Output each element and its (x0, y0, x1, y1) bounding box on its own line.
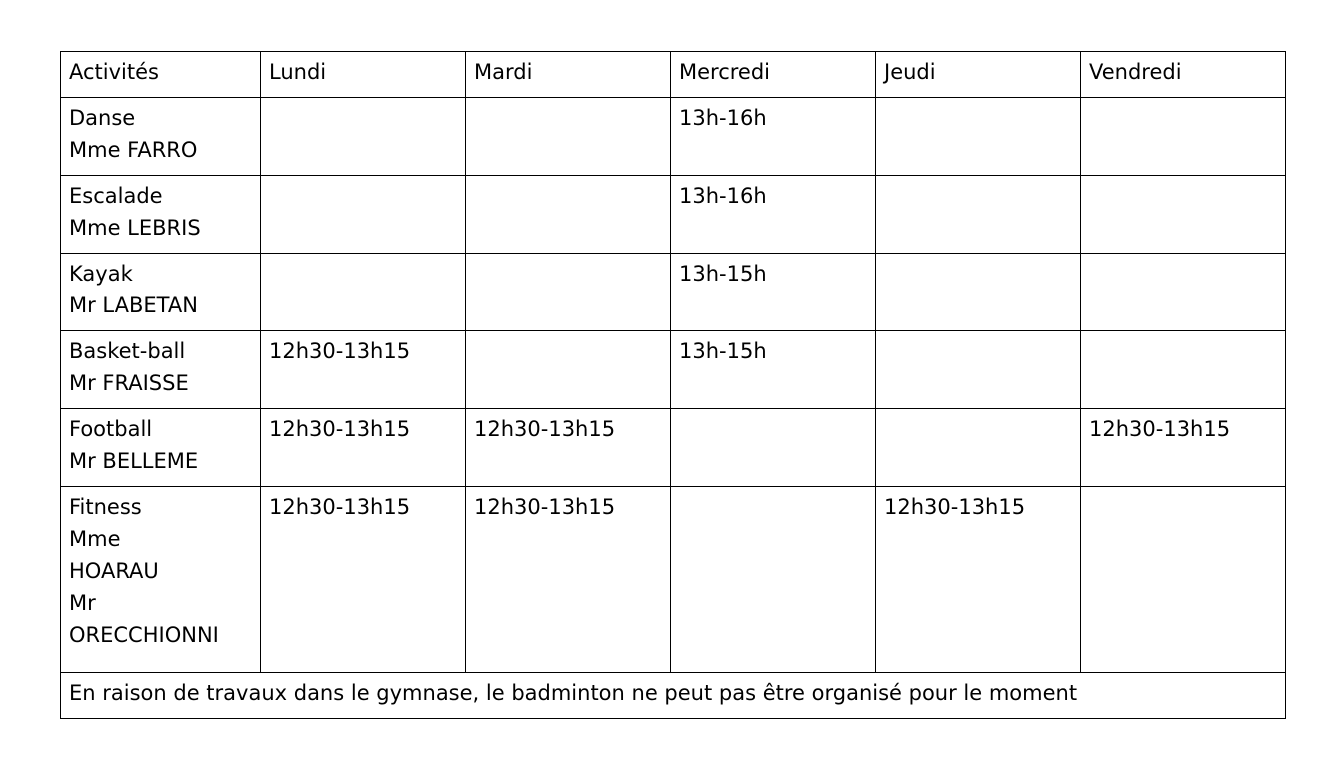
slot-mercredi (671, 486, 876, 672)
slot-mardi: 12h30-13h15 (466, 409, 671, 487)
activity-cell (61, 331, 261, 409)
table-row (61, 253, 1286, 331)
column-header-activities: Activités (61, 52, 261, 98)
table-row (61, 175, 1286, 253)
activity-cell (61, 409, 261, 487)
slot-mardi (466, 331, 671, 409)
slot-mardi (466, 175, 671, 253)
table-row (61, 486, 1286, 672)
slot-lundi: 12h30-13h15 (261, 486, 466, 672)
slot-vendredi (1081, 331, 1286, 409)
slot-mardi: 12h30-13h15 (466, 486, 671, 672)
activity-teacher: Mr LABETAN (69, 293, 198, 318)
slot-mercredi: 13h-16h (671, 97, 876, 175)
slot-lundi (261, 175, 466, 253)
activity-cell (61, 175, 261, 253)
slot-jeudi (876, 175, 1081, 253)
footer-note: En raison de travaux dans le gymnase, le badminton ne peut pas être organisé pour le moment (61, 672, 1286, 718)
column-header-lundi: Lundi (261, 52, 466, 98)
activity-name: Kayak (69, 261, 133, 286)
column-header-jeudi: Jeudi (876, 52, 1081, 98)
slot-vendredi (1081, 175, 1286, 253)
schedule-table (60, 51, 1286, 719)
table-row (61, 409, 1286, 487)
slot-lundi: 12h30-13h15 (261, 331, 466, 409)
slot-mercredi: 13h-15h (671, 331, 876, 409)
column-header-mercredi: Mercredi (671, 52, 876, 98)
activity-teacher-name-1: HOARAU (69, 558, 159, 583)
slot-jeudi (876, 331, 1081, 409)
slot-mardi (466, 253, 671, 331)
slot-vendredi (1081, 97, 1286, 175)
slot-jeudi (876, 97, 1081, 175)
slot-mercredi (671, 409, 876, 487)
column-header-vendredi: Vendredi (1081, 52, 1286, 98)
slot-lundi (261, 97, 466, 175)
activity-teacher: Mme FARRO (69, 137, 198, 162)
activity-teacher-name-2: ORECCHIONNI (69, 622, 219, 647)
slot-vendredi: 12h30-13h15 (1081, 409, 1286, 487)
slot-mercredi: 13h-15h (671, 253, 876, 331)
slot-lundi (261, 253, 466, 331)
activity-name: Escalade (69, 183, 163, 208)
column-header-mardi: Mardi (466, 52, 671, 98)
activity-cell (61, 97, 261, 175)
activity-name: Football (69, 417, 153, 442)
activity-name: Danse (69, 105, 136, 130)
slot-vendredi (1081, 253, 1286, 331)
table-footer-row (61, 672, 1286, 718)
slot-vendredi (1081, 486, 1286, 672)
activity-name: Basket-ball (69, 339, 186, 364)
activity-teacher: Mr BELLEME (69, 449, 199, 474)
slot-jeudi: 12h30-13h15 (876, 486, 1081, 672)
activity-teacher: Mme LEBRIS (69, 215, 201, 240)
slot-jeudi (876, 409, 1081, 487)
activity-teacher-title-2: Mr (69, 590, 96, 615)
slot-lundi: 12h30-13h15 (261, 409, 466, 487)
slot-mardi (466, 97, 671, 175)
activity-name: Fitness (69, 494, 142, 519)
table-row (61, 97, 1286, 175)
activity-cell (61, 486, 261, 672)
activity-teacher: Mr FRAISSE (69, 371, 189, 396)
activity-teacher-title-1: Mme (69, 526, 121, 551)
slot-jeudi (876, 253, 1081, 331)
table-row (61, 331, 1286, 409)
schedule-table-container (60, 51, 1285, 719)
table-header-row (61, 52, 1286, 98)
slot-mercredi: 13h-16h (671, 175, 876, 253)
activity-cell (61, 253, 261, 331)
